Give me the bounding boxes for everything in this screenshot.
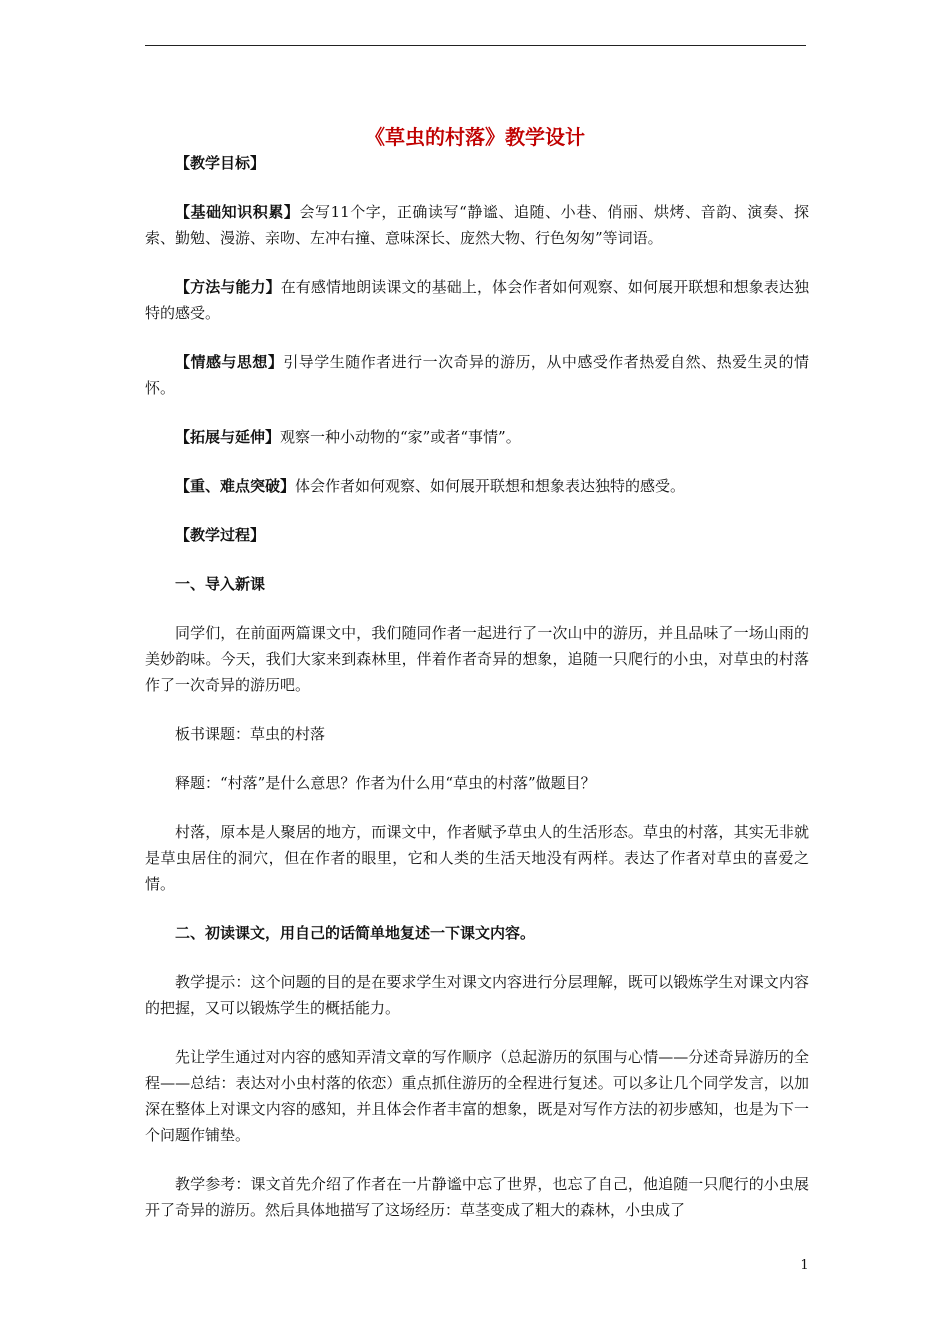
step2-heading: 二、初读课文，用自己的话简单地复述一下课文内容。 (175, 924, 536, 942)
goal-emotion-text: 引导学生随作者进行一次奇异的游历，从中感受作者热爱自然、热爱生灵的情怀。 (145, 353, 809, 397)
goal-extension (145, 424, 809, 450)
step1-paragraph-3: 释题：“村落”是什么意思？作者为什么用“草虫的村落”做题目？ (175, 774, 596, 792)
goals-heading: 【教学目标】 (175, 154, 266, 172)
goal-knowledge (145, 199, 809, 251)
goal-method-text: 在有感情地朗读课文的基础上，体会作者如何观察、如何展开联想和想象表达独特的感受。 (145, 278, 809, 322)
document-title: 《草虫的村落》教学设计 (365, 125, 585, 149)
goal-key-points (145, 473, 809, 499)
goal-key-points-label: 【重、难点突破】 (175, 477, 296, 495)
goal-method (145, 274, 809, 326)
goal-extension-text: 观察一种小动物的“家”或者“事情”。 (280, 428, 521, 446)
step1-paragraph-1: 同学们，在前面两篇课文中，我们随同作者一起进行了一次山中的游历，并且品味了一场山雨的美妙韵味。今天，我们大家来到森林里，伴着作者奇异的想象，追随一只爬行的小虫，对草虫的村落作了一次奇异的游历吧。 (145, 624, 809, 694)
goal-key-points-text: 体会作者如何观察、如何展开联想和想象表达独特的感受。 (295, 477, 686, 495)
step2-paragraph-1: 教学提示：这个问题的目的是在要求学生对课文内容进行分层理解，既可以锻炼学生对课文内容的把握，又可以锻炼学生的概括能力。 (145, 973, 809, 1017)
step1-heading: 一、导入新课 (175, 575, 266, 593)
step2-paragraph-3: 教学参考：课文首先介绍了作者在一片静谧中忘了世界，也忘了自己，他追随一只爬行的小虫展开了奇异的游历。然后具体地描写了这场经历：草茎变成了粗大的森林，小虫成了 (145, 1175, 809, 1219)
goal-emotion (145, 349, 809, 401)
step1-paragraph-4: 村落，原本是人聚居的地方，而课文中，作者赋予草虫人的生活形态。草虫的村落，其实无非就是草虫居住的洞穴，但在作者的眼里，它和人类的生活天地没有两样。表达了作者对草虫的喜爱之情。 (145, 823, 809, 893)
page-number (0, 1258, 950, 1273)
process-heading: 【教学过程】 (175, 526, 266, 544)
goal-extension-label: 【拓展与延伸】 (175, 428, 281, 446)
document-body (145, 150, 809, 1246)
step2-paragraph-2: 先让学生通过对内容的感知弄清文章的写作顺序（总起游历的氛围与心情——分述奇异游历的全程——总结：表达对小虫村落的依恋）重点抓住游历的全程进行复述。可以多让几个同学发言，以加深在整体上对课文内容的感知，并且体会作者丰富的想象，既是对写作方法的初步感知，也是为下一个问题作铺垫。 (145, 1048, 809, 1144)
goal-knowledge-text: 会写11个字，正确读写“静谧、追随、小巷、俏丽、烘烤、音韵、演奏、探索、勤勉、漫游、亲吻、左冲右撞、意味深长、庞然大物、行色匆匆”等词语。 (145, 203, 809, 247)
goal-method-label: 【方法与能力】 (175, 278, 281, 296)
goal-knowledge-label: 【基础知识积累】 (175, 203, 300, 221)
header-rule (145, 45, 806, 46)
page-number-text: 1 (800, 1258, 809, 1273)
step1-paragraph-2: 板书课题：草虫的村落 (175, 725, 326, 743)
goal-emotion-label: 【情感与思想】 (175, 353, 284, 371)
